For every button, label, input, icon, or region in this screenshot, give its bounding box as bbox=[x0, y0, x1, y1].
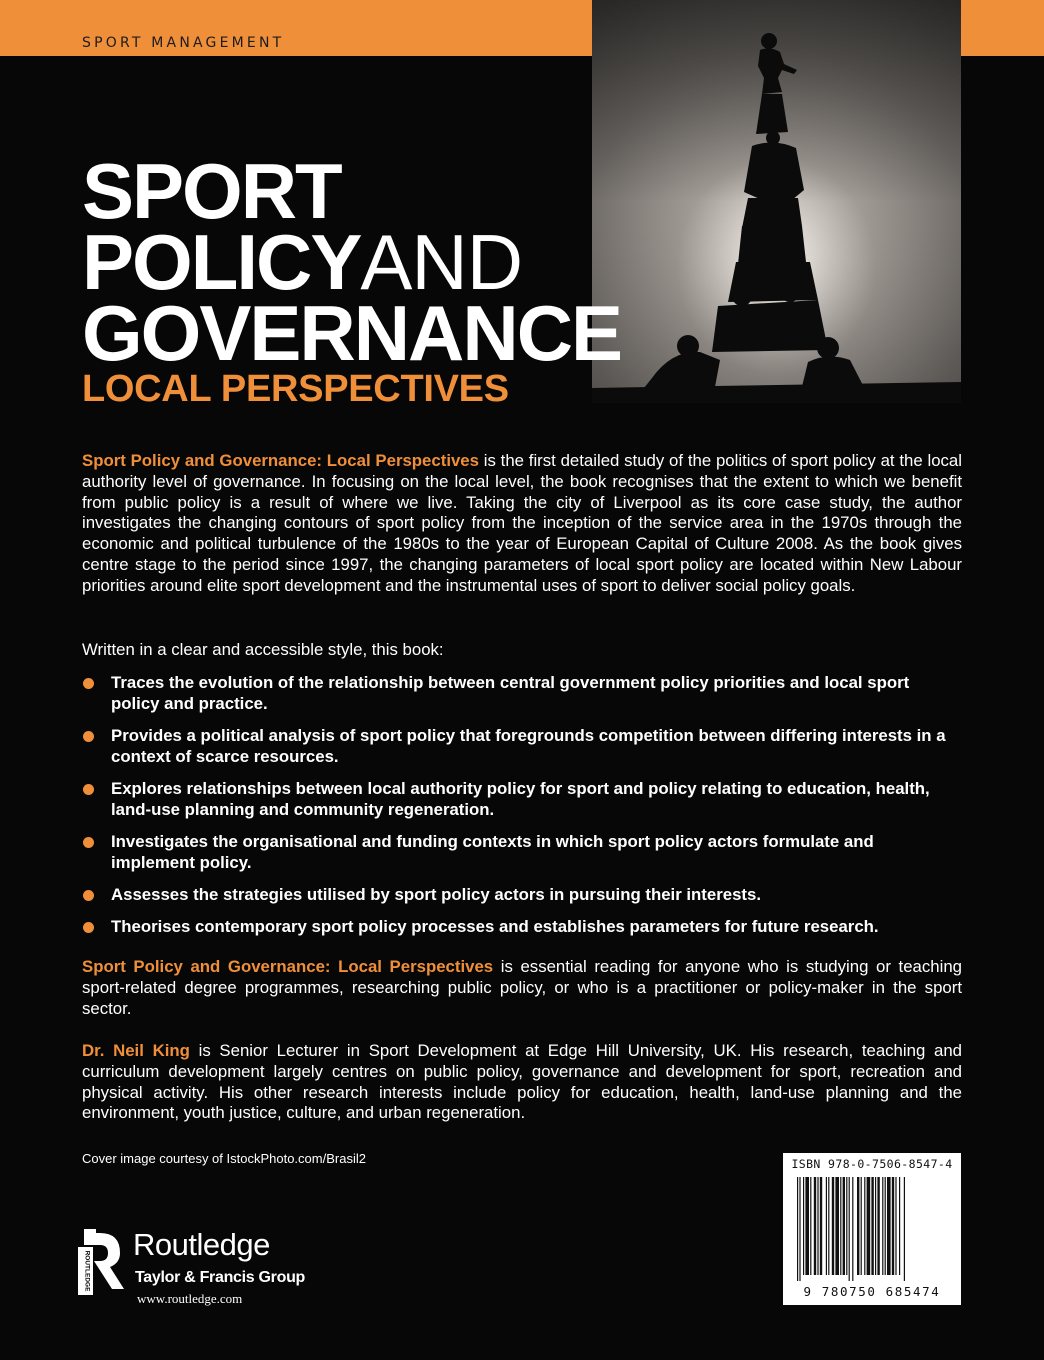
list-item: Traces the evolution of the relationship between central government policy priorities and local sport policy and practice. bbox=[82, 672, 962, 714]
title-line-1: SPORT bbox=[82, 147, 341, 235]
orange-dot-icon bbox=[83, 922, 94, 933]
book-title bbox=[82, 147, 622, 410]
isbn-barcode bbox=[783, 1153, 961, 1305]
book-subtitle: LOCAL PERSPECTIVES bbox=[82, 368, 509, 410]
list-item: Assesses the strategies utilised by sport policy actors in pursuing their interests. bbox=[82, 884, 962, 905]
publisher-name: Routledge bbox=[133, 1227, 270, 1262]
description-paragraph bbox=[82, 451, 962, 597]
orange-dot-icon bbox=[83, 784, 94, 795]
title-line-2 bbox=[82, 218, 621, 306]
orange-dot-icon bbox=[83, 890, 94, 901]
title-line-3: GOVERNANCE bbox=[82, 289, 622, 377]
list-item: Theorises contemporary sport policy processes and establishes parameters for future research. bbox=[82, 916, 962, 937]
orange-dot-icon bbox=[83, 731, 94, 742]
logo-mark-text: ROUTLEDGE bbox=[83, 1250, 91, 1292]
image-credit: Cover image courtesy of IstockPhoto.com/Brasil2 bbox=[82, 1151, 366, 1166]
bullets-intro: Written in a clear and accessible style, this book: bbox=[82, 640, 444, 659]
barcode-icon bbox=[797, 1177, 947, 1281]
list-item: Explores relationships between local authority policy for sport and policy relating to education, health, land-use planning and community regeneration. bbox=[82, 778, 962, 820]
routledge-r-icon bbox=[78, 1229, 124, 1295]
feature-list bbox=[82, 672, 962, 948]
title-and: AND bbox=[360, 218, 523, 306]
orange-dot-icon bbox=[83, 837, 94, 848]
list-item: Provides a political analysis of sport policy that foregrounds competition between differing interests in a context of scarce resources. bbox=[82, 725, 962, 767]
audience-paragraph bbox=[82, 957, 962, 1019]
orange-dot-icon bbox=[83, 678, 94, 689]
publisher-group: Taylor & Francis Group bbox=[135, 1269, 306, 1286]
series-label: SPORT MANAGEMENT bbox=[82, 35, 285, 51]
title-policy: POLICY bbox=[82, 218, 361, 306]
author-name: Dr. Neil King bbox=[82, 1041, 190, 1060]
cover-photo bbox=[592, 0, 961, 403]
list-item: Investigates the organisational and funding contexts in which sport policy actors formulate and implement policy. bbox=[82, 831, 962, 873]
audience-highlight: Sport Policy and Governance: Local Perspectives bbox=[82, 957, 494, 976]
audience-text: is essential reading for anyone who is studying or teaching sport-related degree programmes, researching public policy, or who is a practitioner or policy-maker in the sport sector. bbox=[82, 957, 962, 1018]
author-bio bbox=[82, 1041, 962, 1124]
isbn-label: ISBN 978-0-7506-8547-4 bbox=[791, 1157, 953, 1171]
author-bio-text: is Senior Lecturer in Sport Development at Edge Hill University, UK. His research, teaching and curriculum development largely centres on public policy, governance and development for sport, recreation and physical activity. His other research interests include policy for education, health, land-use planning and the environment, youth justice, culture, and urban regeneration. bbox=[82, 1041, 962, 1123]
description-text: is the first detailed study of the politics of sport policy at the local authority level of governance. In focusing on the local level, the book recognises that the extent to which we benefit from public policy is a result of where we live. Taking the city of Liverpool as its core case study, the author investigates the changing contours of sport policy from the inception of the service area in the 1970s through the economic and political turbulence of the 1980s to the year of European Capital of Culture 2008. As the book gives centre stage to the period since 1997, the changing parameters of local sport policy are located within New Labour priorities around elite sport development and the instrumental uses of sport to deliver social policy goals. bbox=[82, 451, 962, 595]
description-highlight: Sport Policy and Governance: Local Perspectives bbox=[82, 451, 479, 470]
isbn-digits: 9 780750 685474 bbox=[803, 1284, 941, 1299]
publisher-url: www.routledge.com bbox=[137, 1291, 243, 1306]
publisher-logo bbox=[78, 1225, 318, 1315]
